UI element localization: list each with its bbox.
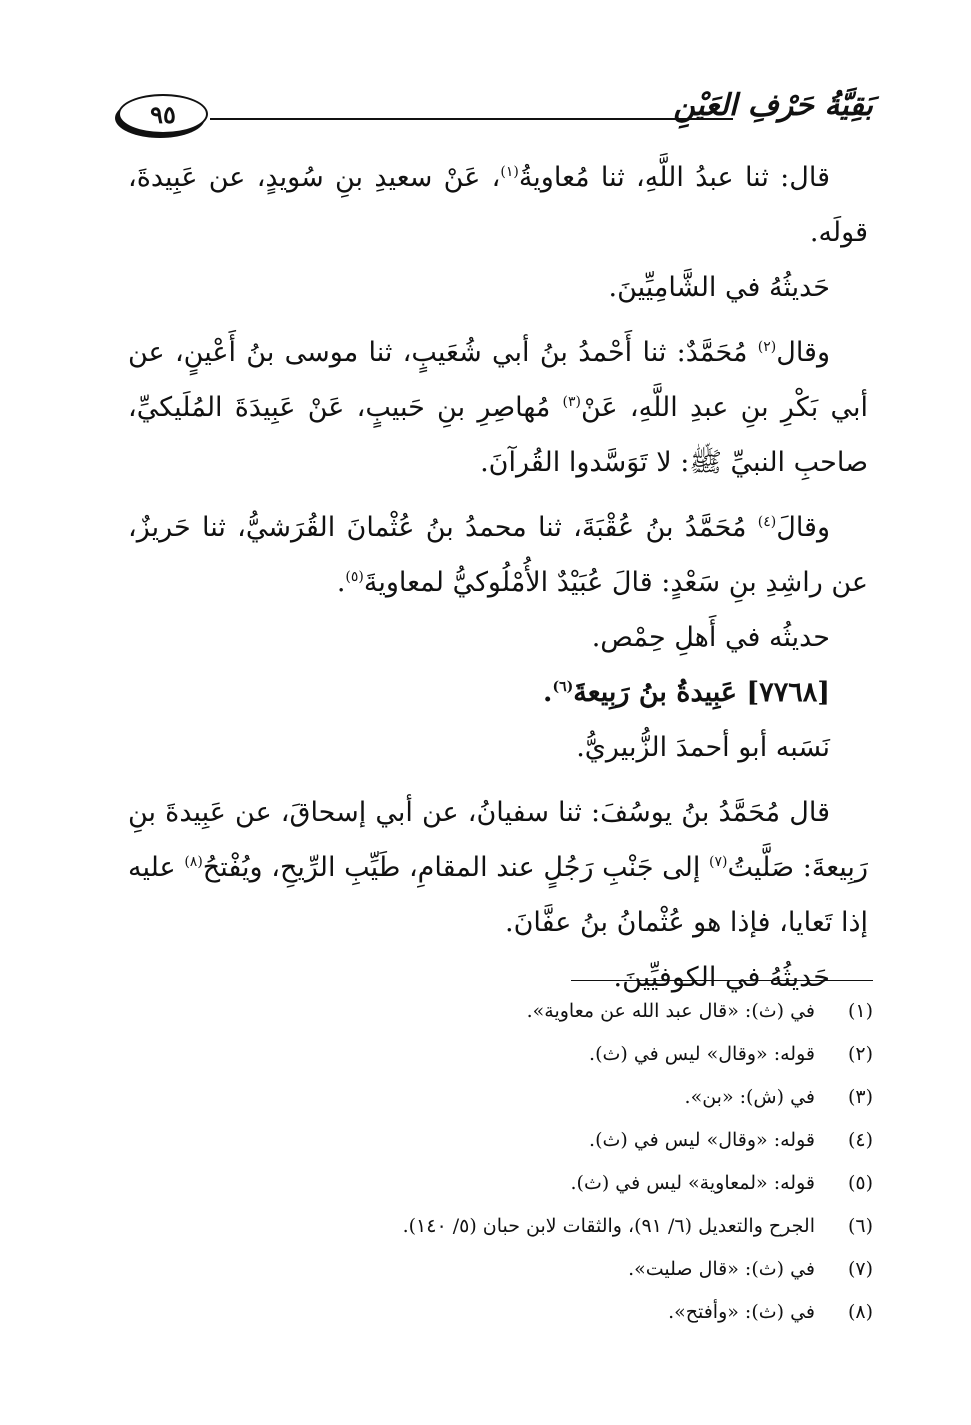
running-title: بَقِيَّةُ حَرْفِ العَيْنِ xyxy=(673,88,873,123)
footnote-ref[interactable]: (٢) xyxy=(757,339,777,355)
footnote-separator xyxy=(571,980,873,981)
footnote-text: قوله: «لمعاوية» ليس في (ث). xyxy=(570,1172,815,1194)
header-rule xyxy=(210,118,733,120)
footnote-text: في (ث): «وأفتح». xyxy=(668,1301,815,1323)
footnote-3 xyxy=(128,1076,873,1119)
paragraph-6: نَسَبه أبو أحمدَ الزُّبيريُّ. xyxy=(576,732,830,763)
footnote-number: (٦) xyxy=(847,1215,873,1237)
footnote-ref[interactable]: (٦) xyxy=(552,679,574,695)
paragraph-1: قال: ثنا عبدُ اللَّهِ، ثنا مُعاويةُ$^{(١)}$، عَنْ سعيدِ بنِ سُويدٍ، عن عَبِيدةَ، قولَه. xyxy=(128,162,868,248)
paragraph-3: وقال$^{(٢)}$ مُحَمَّدٌ: ثنا أَحْمدُ بنُ أبي شُعَيبٍ، ثنا موسى بنُ أَعْينٍ، عن أبي بَكْرِ بنِ عبدِ اللَّهِ، عَنْ$^{(٣)}$ مُهاصِرِ بنِ حَبيبٍ، عَنْ عَبِيدَةَ المُلَيكيِّ، صاحبِ النبيِّ ﷺ: لا تَوَسَّدوا القُرآنَ. xyxy=(128,337,868,478)
footnote-ref[interactable]: (٤) xyxy=(757,514,777,530)
footnote-ref[interactable]: (٨) xyxy=(184,854,203,870)
footnote-number: (٤) xyxy=(847,1129,873,1151)
entry-heading: [٧٧٦٨] عَبِيدةُ بنُ رَبِيعةَ$^{(٦)}$. xyxy=(543,677,830,708)
footnote-number: (٣) xyxy=(847,1086,873,1108)
footnote-7 xyxy=(128,1248,873,1291)
footnote-ref[interactable]: (٧) xyxy=(709,854,728,870)
footnote-number: (٧) xyxy=(847,1258,873,1280)
footnote-2 xyxy=(128,1033,873,1076)
paragraph-4: وقالَ$^{(٤)}$ مُحَمَّدُ بنُ عُقْبَةَ، ثنا محمدُ بنُ عُثْمانَ القُرَشيُّ، ثنا حَريزٌ، عن راشِدِ بنِ سَعْدٍ: قالَ عُبَيْدٌ الأُمْلُوكيُّ لمعاويةَ$^{(٥)}$. xyxy=(128,512,868,598)
page-number: ٩٥ xyxy=(150,99,176,129)
footnote-8 xyxy=(128,1291,873,1334)
main-text xyxy=(128,150,868,1005)
footnote-text: قوله: «وقال» ليس في (ث). xyxy=(589,1043,815,1065)
paragraph-5: حديثُه في أَهلِ حِمْص. xyxy=(591,622,830,653)
footnote-1 xyxy=(128,990,873,1033)
footnote-text: الجرح والتعديل (٦/ ٩١)، والثقات لابن حبان (٥/ ١٤٠). xyxy=(402,1215,815,1237)
footnote-text: في (ش): «بن». xyxy=(684,1086,815,1108)
footnote-number: (٨) xyxy=(847,1301,873,1323)
footnote-number: (١) xyxy=(847,1000,873,1022)
paragraph-2: حَديثُهُ في الشَّامِيِّينَ. xyxy=(608,272,830,303)
footnote-ref[interactable]: (١) xyxy=(500,164,519,180)
footnote-ref[interactable]: (٥) xyxy=(345,569,364,585)
paragraph-7: قال مُحَمَّدُ بنُ يوسُفَ: ثنا سفيانُ، عن أبي إسحاقَ، عن عَبِيدةَ بنِ رَبِيعةَ: صَلَّيتُ$^{(٧)}$ إلى جَنْبِ رَجُلٍ عند المقامِ، طَيِّبِ الرِّيحِ، ويُفْتحُ$^{(٨)}$ عليه إذا تَعايا، فإذا هو عُثْمانُ بنُ عفَّانَ. xyxy=(128,797,868,938)
footnote-text: في (ث): «قال صليت». xyxy=(628,1258,815,1280)
footnotes xyxy=(128,990,873,1334)
paragraph-8: حَديثُهُ في الكوفيِّينَ. xyxy=(613,962,830,993)
footnote-text: في (ث): «قال عبد الله عن معاوية». xyxy=(526,1000,815,1022)
page-number-badge xyxy=(118,94,208,134)
footnote-4 xyxy=(128,1119,873,1162)
footnote-5 xyxy=(128,1162,873,1205)
footnote-number: (٢) xyxy=(847,1043,873,1065)
page-header xyxy=(118,88,873,140)
footnote-number: (٥) xyxy=(847,1172,873,1194)
footnote-6 xyxy=(128,1205,873,1248)
footnote-text: قوله: «وقال» ليس في (ث). xyxy=(589,1129,815,1151)
footnote-ref[interactable]: (٣) xyxy=(562,394,581,410)
